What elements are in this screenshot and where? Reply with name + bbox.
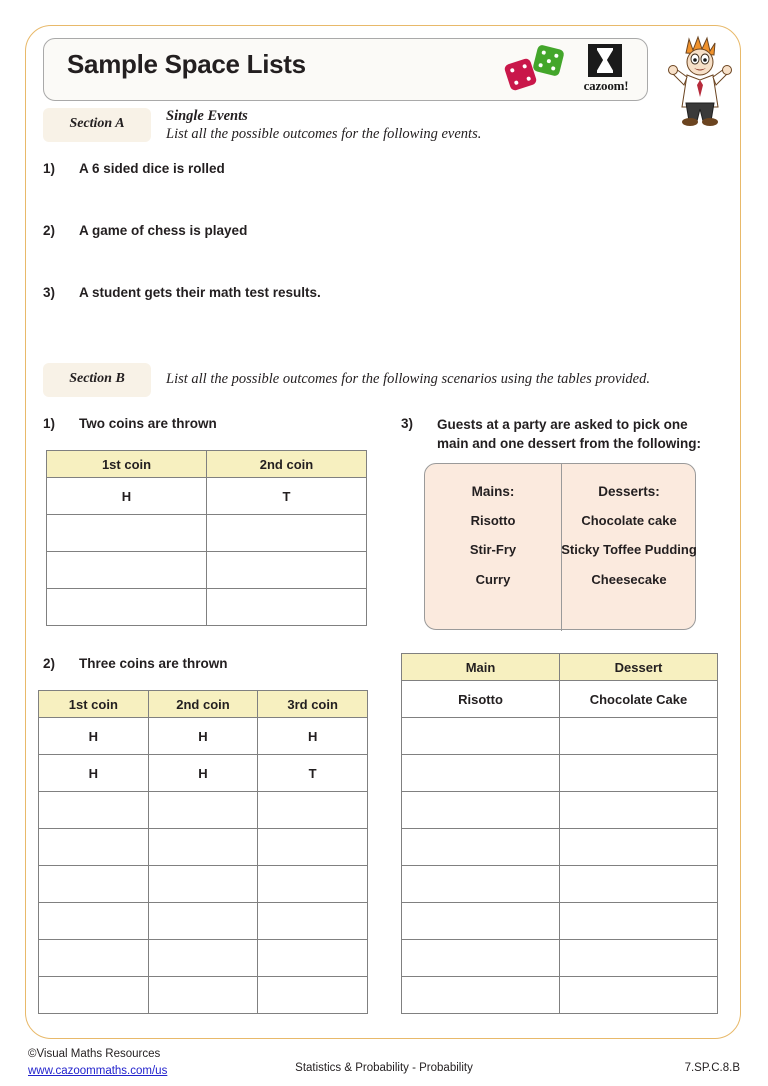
footer-topic: Statistics & Probability - Probability	[295, 1062, 473, 1074]
table-cell[interactable]	[148, 903, 258, 940]
table-cell[interactable]	[560, 829, 718, 866]
question-number: 2)	[43, 223, 56, 238]
table-cell[interactable]	[402, 940, 560, 977]
table-row[interactable]	[402, 755, 718, 792]
table-row[interactable]	[402, 792, 718, 829]
red-die-icon	[503, 57, 537, 91]
table-row[interactable]	[47, 589, 367, 626]
page-footer	[0, 1046, 768, 1086]
table-cell[interactable]	[148, 866, 258, 903]
mains-heading: Mains:	[471, 484, 515, 499]
table-row[interactable]	[39, 718, 368, 755]
table-row[interactable]	[39, 866, 368, 903]
desserts-item: Chocolate cake	[581, 513, 677, 528]
desserts-heading: Desserts:	[598, 484, 660, 499]
table-cell[interactable]	[402, 755, 560, 792]
table-cell[interactable]	[402, 792, 560, 829]
table-cell[interactable]	[39, 829, 149, 866]
table-cell[interactable]: H	[148, 718, 258, 755]
desserts-item: Sticky Toffee Pudding	[561, 542, 697, 558]
table-row[interactable]	[402, 718, 718, 755]
table-main-dessert[interactable]	[401, 653, 718, 1014]
mains-item: Risotto	[470, 513, 516, 528]
table-cell[interactable]	[258, 866, 368, 903]
table-header-cell: Main	[402, 654, 560, 681]
table-cell[interactable]	[402, 829, 560, 866]
table-row[interactable]	[39, 829, 368, 866]
table-cell[interactable]	[207, 515, 367, 552]
table-cell[interactable]	[402, 977, 560, 1014]
table-cell[interactable]	[39, 792, 149, 829]
footer-standard-code: 7.SP.C.8.B	[684, 1062, 740, 1074]
question-text: Guests at a party are asked to pick one main and one dessert from the following:	[437, 417, 702, 451]
table-row[interactable]	[39, 903, 368, 940]
table-cell[interactable]	[148, 829, 258, 866]
section-b-label: Section B	[69, 371, 125, 386]
footer-url-link[interactable]: www.cazoommaths.com/us	[28, 1065, 168, 1078]
table-cell[interactable]: H	[39, 718, 149, 755]
table-cell[interactable]: H	[39, 755, 149, 792]
table-cell[interactable]	[402, 718, 560, 755]
table-row[interactable]	[402, 940, 718, 977]
table-cell[interactable]	[148, 940, 258, 977]
table-cell[interactable]	[47, 552, 207, 589]
table-cell[interactable]	[560, 903, 718, 940]
question-text: A 6 sided dice is rolled	[79, 161, 225, 176]
table-cell[interactable]: H	[148, 755, 258, 792]
table-cell[interactable]	[402, 866, 560, 903]
table-cell[interactable]	[39, 903, 149, 940]
table-cell[interactable]	[402, 903, 560, 940]
table-row[interactable]	[402, 866, 718, 903]
question-text: Three coins are thrown	[79, 656, 228, 671]
desserts-item: Cheesecake	[591, 571, 667, 587]
table-cell[interactable]: T	[258, 755, 368, 792]
question-number: 3)	[401, 416, 414, 431]
table-three-coins[interactable]	[38, 690, 368, 1014]
table-cell[interactable]	[258, 903, 368, 940]
table-cell[interactable]: H	[47, 478, 207, 515]
table-cell[interactable]	[47, 515, 207, 552]
table-row[interactable]	[39, 940, 368, 977]
brand-cluster	[505, 43, 640, 95]
table-cell[interactable]	[560, 866, 718, 903]
table-cell[interactable]: H	[258, 718, 368, 755]
cazoom-hourglass-icon	[588, 44, 622, 77]
table-row[interactable]	[39, 755, 368, 792]
table-cell[interactable]	[148, 977, 258, 1014]
table-cell[interactable]	[207, 589, 367, 626]
menu-column-desserts	[561, 464, 697, 631]
section-a-instruction: List all the possible outcomes for the following events.	[166, 126, 482, 142]
section-a-label: Section A	[69, 116, 125, 131]
question-number: 3)	[43, 285, 56, 300]
question-text: Two coins are thrown	[79, 416, 217, 431]
footer-copyright: ©Visual Maths Resources	[28, 1048, 161, 1060]
table-header-cell: 2nd coin	[207, 451, 367, 478]
question-number: 1)	[43, 416, 56, 431]
table-cell[interactable]	[47, 589, 207, 626]
section-a-heading: Single Events	[166, 108, 248, 124]
table-cell[interactable]	[560, 792, 718, 829]
table-header-row	[402, 654, 718, 681]
section-b-instruction: List all the possible outcomes for the following scenarios using the tables provided.	[166, 371, 650, 387]
table-cell[interactable]	[148, 792, 258, 829]
table-header-cell: 1st coin	[47, 451, 207, 478]
table-cell[interactable]	[207, 552, 367, 589]
table-cell[interactable]	[258, 977, 368, 1014]
table-row[interactable]	[402, 829, 718, 866]
table-header-row	[39, 691, 368, 718]
page-title: Sample Space Lists	[67, 49, 306, 79]
table-cell[interactable]	[258, 829, 368, 866]
table-row[interactable]	[47, 478, 367, 515]
table-cell[interactable]	[39, 977, 149, 1014]
table-row[interactable]	[39, 977, 368, 1014]
table-cell[interactable]	[560, 718, 718, 755]
table-row[interactable]	[402, 681, 718, 718]
table-row[interactable]	[47, 552, 367, 589]
cazoom-wordmark: cazoom!	[583, 78, 629, 93]
question-number: 1)	[43, 161, 56, 176]
table-cell[interactable]	[560, 977, 718, 1014]
table-row[interactable]	[402, 903, 718, 940]
table-header-cell: Dessert	[560, 654, 718, 681]
table-header-cell: 3rd coin	[258, 691, 368, 718]
table-cell[interactable]: Chocolate Cake	[560, 681, 718, 718]
table-cell[interactable]	[39, 866, 149, 903]
table-header-cell: 1st coin	[39, 691, 149, 718]
table-header-cell: 2nd coin	[148, 691, 258, 718]
table-cell[interactable]: T	[207, 478, 367, 515]
table-cell[interactable]	[39, 940, 149, 977]
mains-item: Stir-Fry	[469, 542, 517, 558]
table-header-row	[47, 451, 367, 478]
table-cell[interactable]	[560, 755, 718, 792]
table-cell[interactable]	[560, 940, 718, 977]
table-cell[interactable]	[258, 940, 368, 977]
question-text: A game of chess is played	[79, 223, 248, 238]
table-cell[interactable]	[258, 792, 368, 829]
table-row[interactable]	[39, 792, 368, 829]
menu-options-box	[424, 463, 696, 630]
section-a-bar	[43, 108, 703, 142]
green-die-icon	[532, 44, 565, 77]
question-text: A student gets their math test results.	[79, 285, 321, 300]
mains-item: Curry	[475, 571, 511, 587]
cazoom-logo	[577, 44, 635, 94]
menu-column-mains	[425, 464, 561, 631]
table-row[interactable]	[47, 515, 367, 552]
table-cell[interactable]: Risotto	[402, 681, 560, 718]
question-number: 2)	[43, 656, 56, 671]
table-two-coins[interactable]	[46, 450, 367, 626]
section-b-bar	[43, 363, 703, 397]
table-row[interactable]	[402, 977, 718, 1014]
